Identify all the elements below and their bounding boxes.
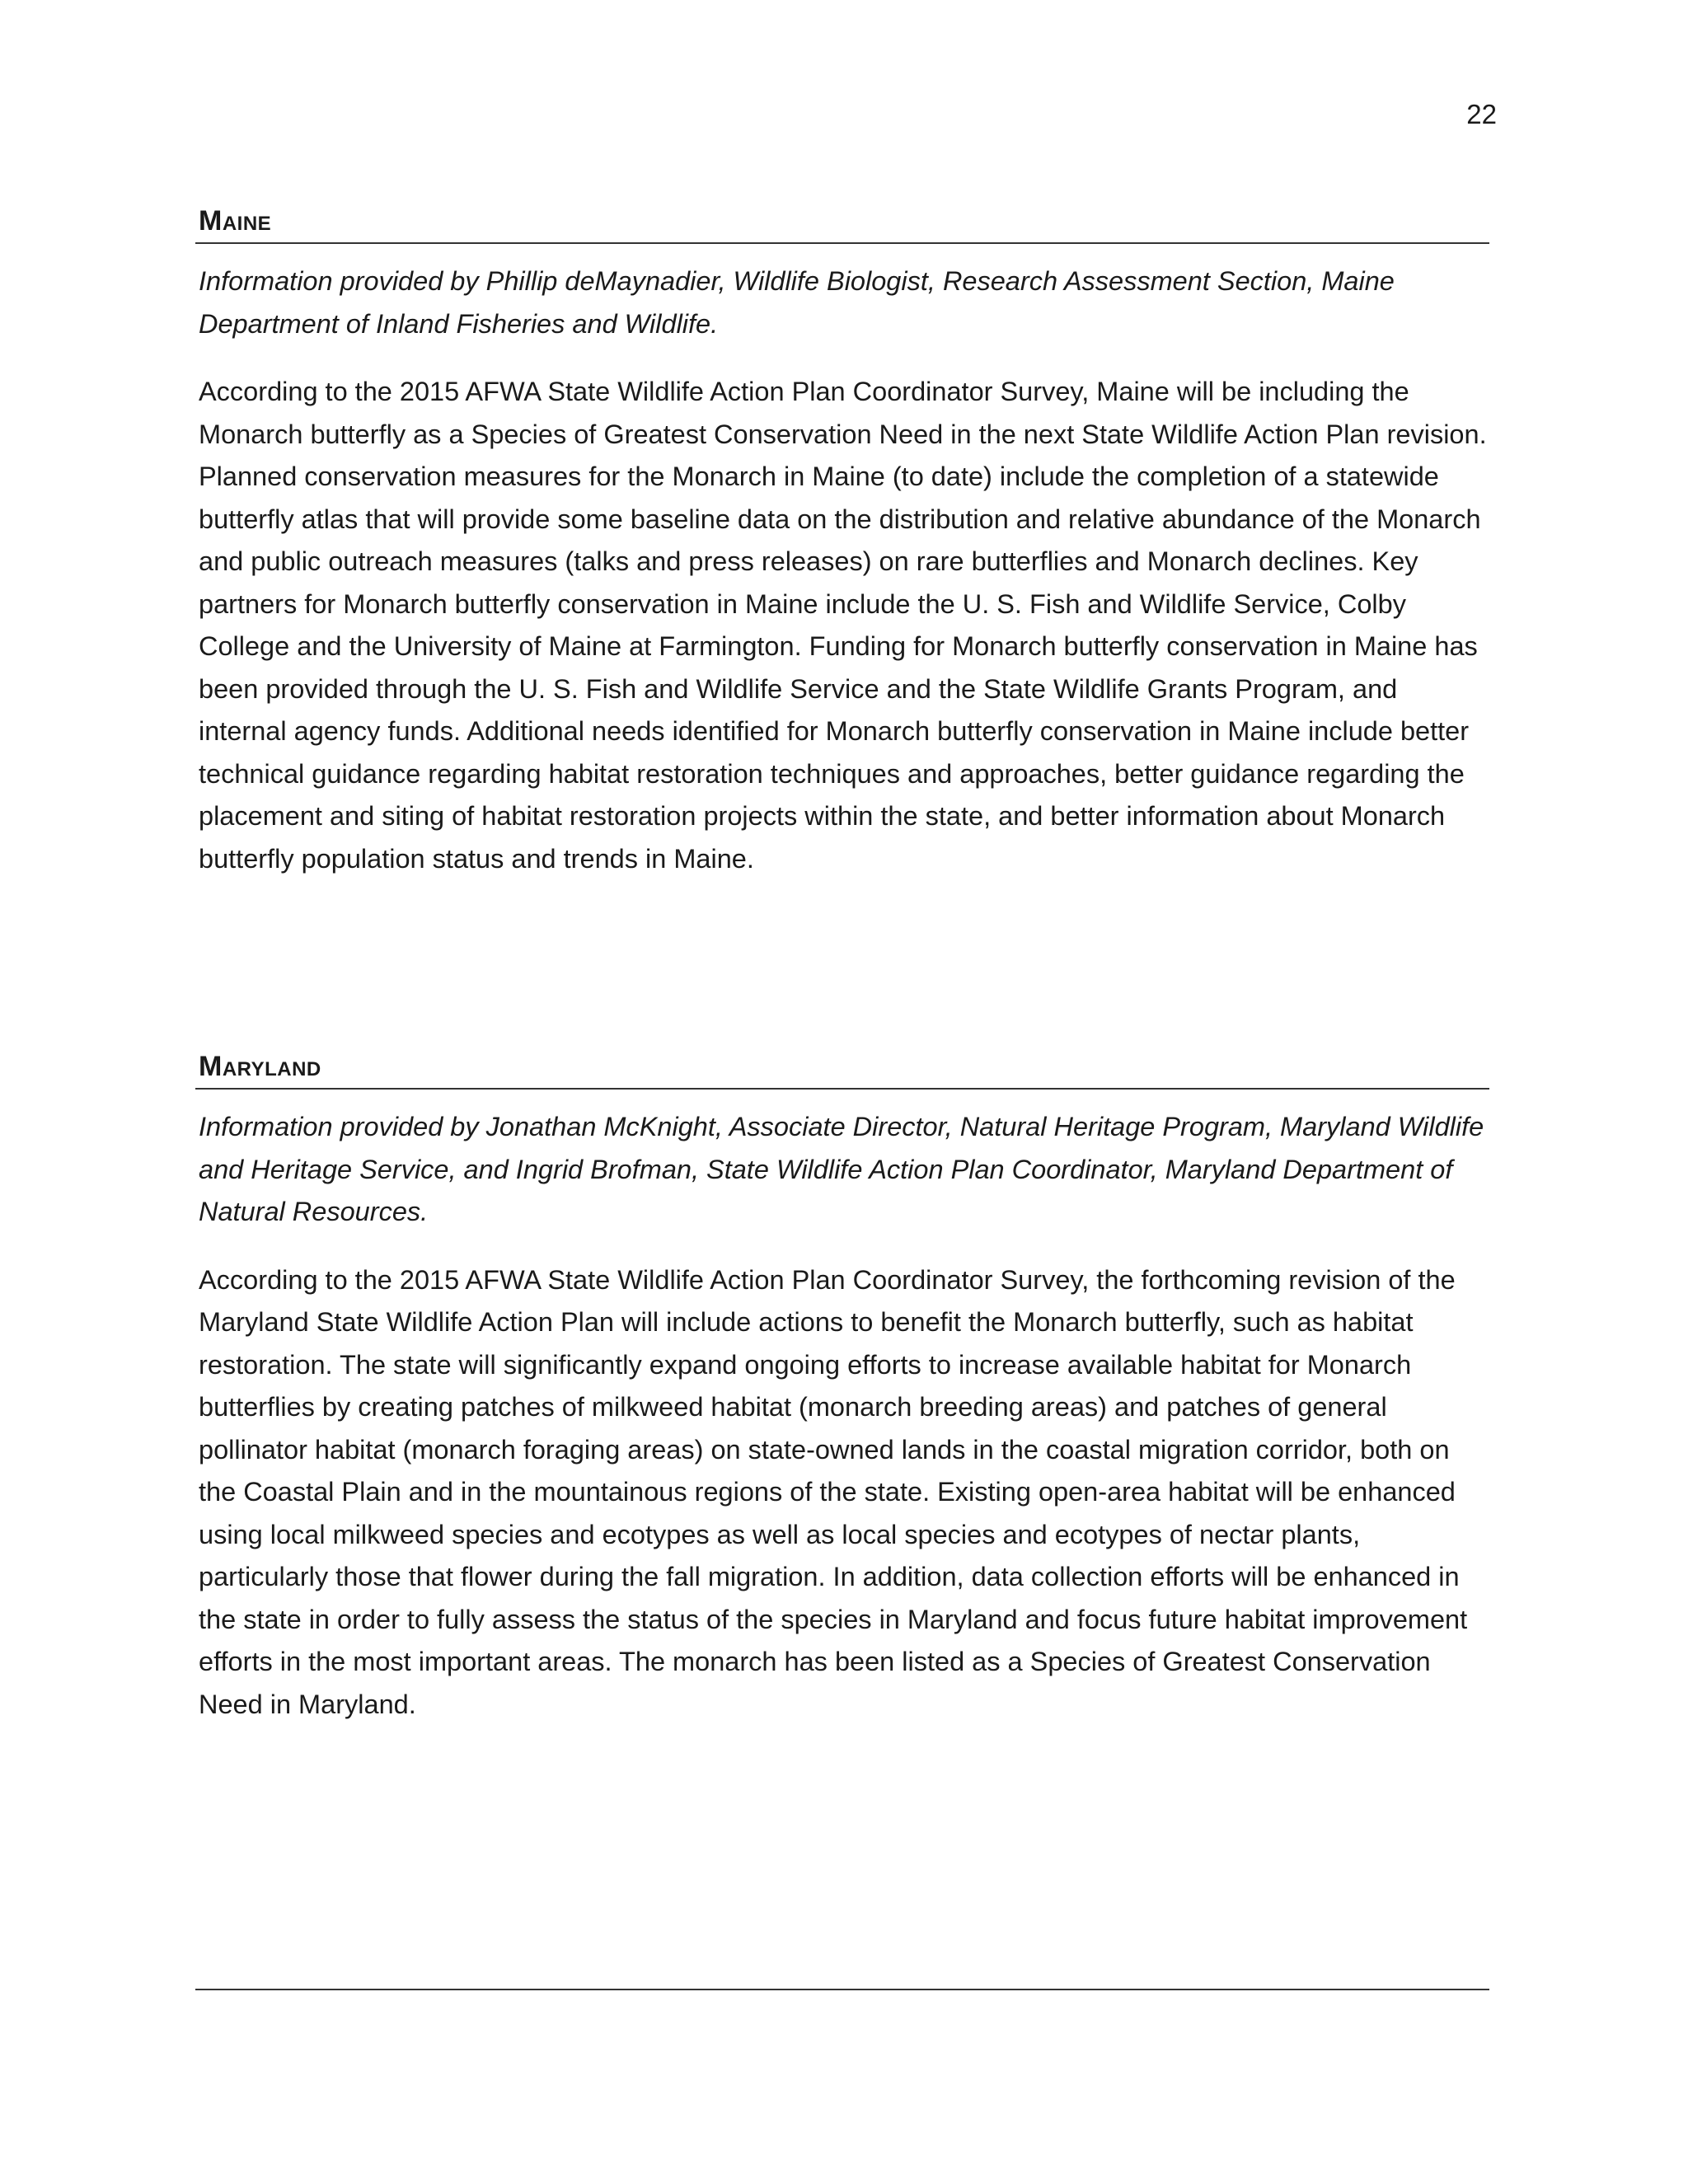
section-heading: Maine [199,205,272,237]
section-heading: Maryland [199,1051,321,1082]
section-maine [195,199,1489,880]
page-number: 22 [1466,99,1497,129]
body-paragraph: According to the 2015 AFWA State Wildlife Action Plan Coordinator Survey, the forthcoming revision of the Maryland State Wildlife Action Plan will include actions to benefit the Monarch butterfly, such as habitat restoration. The state will significantly expand ongoing efforts to increase available habitat for Monarch butterflies by creating patches of milkweed habitat (monarch breeding areas) and patches of general pollinator habitat (monarch foraging areas) on state-owned lands in the coastal migration corridor, both on the Coastal Plain and in the mountainous regions of the state. Existing open-area habitat will be enhanced using local milkweed species and ecotypes as well as local species and ecotypes of nectar plants, particularly those that flower during the fall migration. In addition, data collection efforts will be enhanced in the state in order to fully assess the status of the species in Maryland and focus future habitat improvement efforts in the most important areas. The monarch has been listed as a Species of Greatest Conservation Need in Maryland. [199,1264,1468,1719]
footer-divider [195,1989,1489,1990]
attribution-text: Information provided by Phillip deMaynadier, Wildlife Biologist, Research Assessment Section, Maine Department of Inland Fisheries and Wildlife. [199,266,1395,339]
body-paragraph: According to the 2015 AFWA State Wildlife Action Plan Coordinator Survey, Maine will be including the Monarch butterfly as a Species of Greatest Conservation Need in the next State Wildlife Action Plan revision. Planned conservation measures for the Monarch in Maine (to date) include the completion of a statewide butterfly atlas that will provide some baseline data on the distribution and relative abundance of the Monarch and public outreach measures (talks and press releases) on rare butterflies and Monarch declines. Key partners for Monarch butterfly conservation in Maine include the U. S. Fish and Wildlife Service, Colby College and the University of Maine at Farmington. Funding for Monarch butterfly conservation in Maine has been provided through the U. S. Fish and Wildlife Service and the State Wildlife Grants Program, and internal agency funds. Additional needs identified for Monarch butterfly conservation in Maine include better technical guidance regarding habitat restoration techniques and approaches, better guidance regarding the placement and siting of habitat restoration projects within the state, and better information about Monarch butterfly population status and trends in Maine. [199,377,1487,874]
attribution-text: Information provided by Jonathan McKnight, Associate Director, Natural Heritage Program, Maryland Wildlife and Heritage Service, and Ingrid Brofman, State Wildlife Action Plan Coordinator, Maryland Department of Natural Resources. [199,1112,1484,1226]
section-divider [195,1088,1489,1090]
section-maryland [195,1045,1489,1726]
section-divider [195,242,1489,244]
